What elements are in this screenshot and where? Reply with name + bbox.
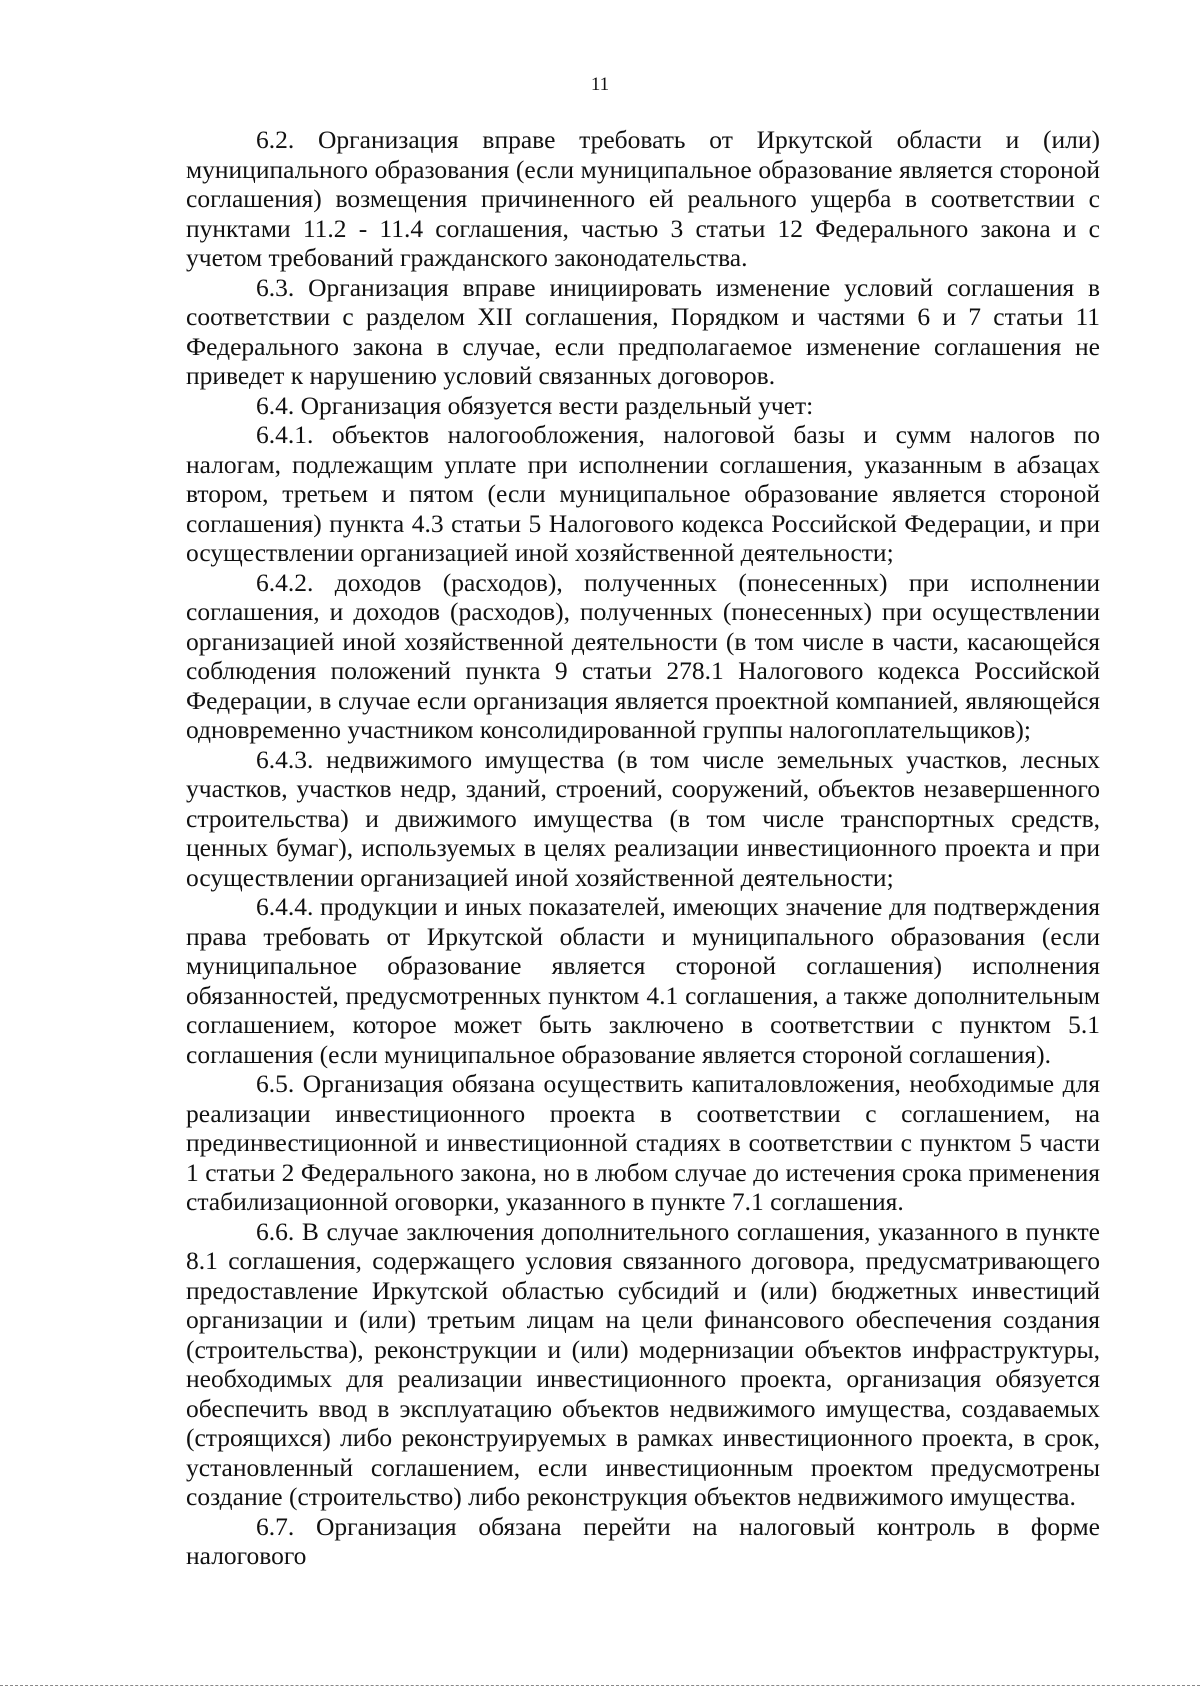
paragraph-6-2: 6.2. Организация вправе требовать от Иркутской области и (или) муниципального образования (если муниципальное образование является стороной соглашения) возмещения причиненного ей реального ущерба в соответствии с пунктами 11.2 - 11.4 соглашения, частью 3 статьи 12 Федерального закона и с учетом требований гражданского законодательства. (186, 125, 1100, 272)
paragraph-6-6: 6.6. В случае заключения дополнительного соглашения, указанного в пункте 8.1 соглашения, содержащего условия связанного договора, предусматривающего предоставление Иркутской областью субсидий и (или) бюджетных инвестиций организации и (или) третьим лицам на цели финансового обеспечения создания (строительства), реконструкции и (или) модернизации объектов инфраструктуры, необходимых для реализации инвестиционного проекта, организация обязуется обеспечить ввод в эксплуатацию объектов недвижимого имущества, создаваемых (строящихся) либо реконструируемых в рамках инвестиционного проекта, в срок, установленный соглашением, если инвестиционным проектом предусмотрены создание (строительство) либо реконструкция объектов недвижимого имущества. (186, 1216, 1100, 1511)
document-body (186, 125, 1100, 1571)
page-number: 11 (590, 74, 610, 95)
paragraph-6-3: 6.3. Организация вправе инициировать изменение условий соглашения в соответствии с разделом XII соглашения, Порядком и частями 6 и 7 статьи 11 Федерального закона в случае, если предполагаемое изменение соглашения не приведет к нарушению условий связанных договоров. (186, 272, 1100, 390)
paragraph-6-5: 6.5. Организация обязана осуществить капиталовложения, необходимые для реализации инвестиционного проекта в соответствии с соглашением, на прединвестиционной и инвестиционной стадиях в соответствии с пунктом 5 части 1 статьи 2 Федерального закона, но в любом случае до истечения срока применения стабилизационной оговорки, указанного в пункте 7.1 соглашения. (186, 1069, 1100, 1216)
page-bottom-divider (0, 1685, 1200, 1686)
paragraph-6-4: 6.4. Организация обязуется вести раздельный учет: (256, 390, 814, 420)
paragraph-6-7: 6.7. Организация обязана перейти на налоговый контроль в форме налогового (186, 1511, 1100, 1570)
paragraph-6-4-4: 6.4.4. продукции и иных показателей, имеющих значение для подтверждения права требовать от Иркутской области и муниципального образования (если муниципальное образование является стороной соглашения) исполнения обязанностей, предусмотренных пунктом 4.1 соглашения, а также дополнительным соглашением, которое может быть заключено в соответствии с пунктом 5.1 соглашения (если муниципальное образование является стороной соглашения). (186, 892, 1100, 1069)
paragraph-6-4-1: 6.4.1. объектов налогообложения, налоговой базы и сумм налогов по налогам, подлежащим уплате при исполнении соглашения, указанным в абзацах втором, третьем и пятом (если муниципальное образование является стороной соглашения) пункта 4.3 статьи 5 Налогового кодекса Российской Федерации, и при осуществлении организацией иной хозяйственной деятельности; (186, 420, 1100, 567)
paragraph-6-4-3: 6.4.3. недвижимого имущества (в том числе земельных участков, лесных участков, участков недр, зданий, строений, сооружений, объектов незавершенного строительства) и движимого имущества (в том числе транспортных средств, ценных бумаг), используемых в целях реализации инвестиционного проекта и при осуществлении организацией иной хозяйственной деятельности; (186, 744, 1100, 892)
paragraph-6-4-2: 6.4.2. доходов (расходов), полученных (понесенных) при исполнении соглашения, и доходов (расходов), полученных (понесенных) при осуществлении организацией иной хозяйственной деятельности (в том числе в части, касающейся соблюдения положений пункта 9 статьи 278.1 Налогового кодекса Российской Федерации, в случае если организация является проектной компанией, являющейся одновременно участником консолидированной группы налогоплательщиков); (186, 567, 1100, 744)
